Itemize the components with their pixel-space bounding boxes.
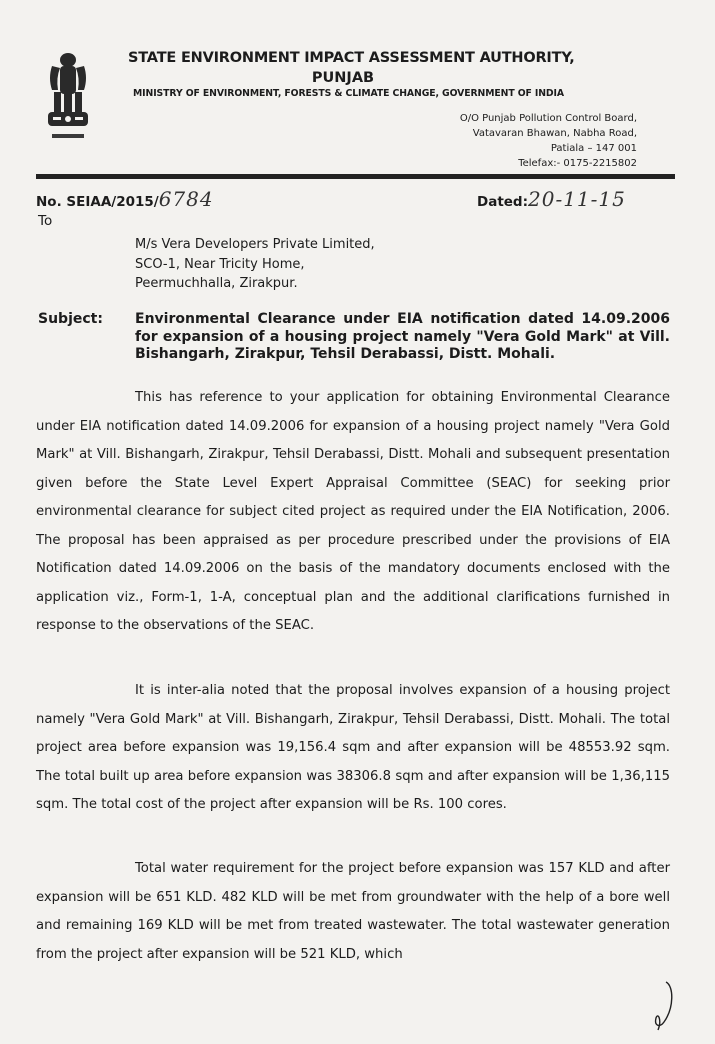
handwritten-date: 20-11-15 xyxy=(528,187,626,211)
dated-label: Dated: xyxy=(477,194,528,210)
subject-label: Subject: xyxy=(38,311,103,327)
recipient-line: M/s Vera Developers Private Limited, xyxy=(135,237,375,252)
subject-text: Environmental Clearance under EIA notification dated 14.09.2006 for expansion of a housing project namely "Vera Gold Mark" at Vill. Bishangarh, Zirakpur, Tehsil Derabassi, Distt. Mohali. xyxy=(135,311,670,362)
body-paragraph: This has reference to your application for obtaining Environmental Clearance under EIA notification dated 14.09.2006 for expansion of a housing project namely "Vera Gold Mark" at Vill. Bishangarh, Zirakpur, Tehsil Derabassi, Distt. Mohali and subsequent presentation given before the State Level Expert Appraisal Committee (SEAC) for seeking prior environmental clearance for subject cited project as required under the EIA Notification, 2006. The proposal has been appraised as per procedure prescribed under the provisions of EIA Notification dated 14.09.2006 on the basis of the mandatory documents enclosed with the application viz., Form-1, 1-A, conceptual plan and the additional clarifications furnished in response to the observations of the SEAC. xyxy=(36,390,670,633)
address-line: O/O Punjab Pollution Control Board, xyxy=(459,113,637,124)
recipient-line: SCO-1, Near Tricity Home, xyxy=(135,256,305,272)
address-line: Vatavaran Bhawan, Nabha Road, xyxy=(472,128,637,139)
address-line: Patiala – 147 001 xyxy=(550,143,637,154)
reference-number-label: No. SEIAA/2015/ xyxy=(36,194,159,210)
body-paragraph: It is inter-alia noted that the proposal involves expansion of a housing project namely "Vera Gold Mark" at Vill. Bishangarh, Zirakpur, Tehsil Derabassi, Distt. Mohali. The total project area before expansion was 19,156.4 sqm and after expansion will be 48553.92 sqm. The total built up area before expansion was 38306.8 sqm and after expansion will be 1,36,115 sqm. The total cost of the project after expansion will be Rs. 100 cores. xyxy=(36,683,670,812)
letter-date xyxy=(477,187,626,211)
body-paragraph: Total water requirement for the project before expansion was 157 KLD and after expansion will be 651 KLD. 482 KLD will be met from groundwater with the help of a bore well and remaining 169 KLD will be met from treated wastewater. The total wastewater generation from the project after expansion will be 521 KLD, which xyxy=(36,861,670,962)
authority-title: STATE ENVIRONMENT IMPACT ASSESSMENT AUTHORITY, xyxy=(128,50,575,66)
reference-number xyxy=(36,187,214,211)
telefax-line: Telefax:- 0175-2215802 xyxy=(518,158,637,169)
recipient-address xyxy=(135,235,375,294)
initials-signature-icon xyxy=(644,978,684,1033)
state-name: PUNJAB xyxy=(311,70,375,86)
handwritten-reference-number: 6784 xyxy=(158,187,214,211)
national-emblem-icon xyxy=(38,48,98,148)
office-address xyxy=(460,111,637,171)
header-divider xyxy=(36,174,675,179)
recipient-line: Peermuchhalla, Zirakpur. xyxy=(135,276,298,291)
ministry-name: MINISTRY OF ENVIRONMENT, FORESTS & CLIMATE CHANGE, GOVERNMENT OF INDIA xyxy=(133,88,564,99)
to-label: To xyxy=(38,213,53,229)
